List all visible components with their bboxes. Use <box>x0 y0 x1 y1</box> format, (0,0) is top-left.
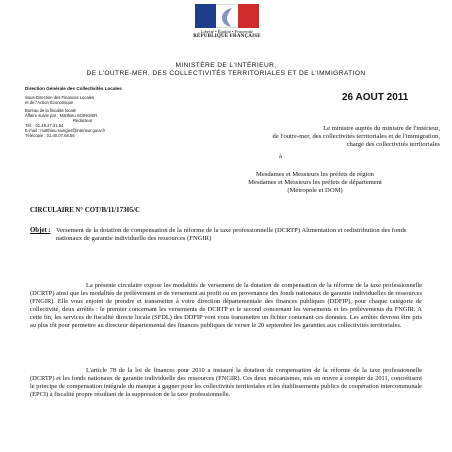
paragraph-1-text: La présente circulaire expose les modalités de versement de la dotation de compensation de la réforme de la taxe professionnelle (DCRTP) ainsi que les modalités de prélèvement et de versement au profit ou en provenance des fonds nationaux de garantie individuelles de ressources (FNGIR). Elle vous enjoint de prendre et transmettre à votre direction départementale des finances publiques (DDFIP), pour chaque catégorie de collectivité, deux arrêtés : le premier concernant les versements de DCRTP et le second concernant les versements et les prélèvements du FNGIR. A cette fin, les services de fiscalité directe locale (SFDL) des DDFIP vont vous transmettre un fichier contenant ces données. Les arrêtés devront être pris au plus tôt pour permettre au directeur départemental des finances publiques de verser le 20 septembre les garanties aux collectivités territoriales. <box>30 282 422 329</box>
bureau-line: Bureau de la fiscalité locale <box>25 108 76 113</box>
recipients-line-3: (Métropole et DOM) <box>287 187 343 194</box>
direction-title: Direction Générale des Collectivités Locales <box>25 86 122 91</box>
affaire-line: Affaire suivie par : Matthieu SOINGIER <box>25 113 98 118</box>
republic-name: RÉPUBLIQUE FRANÇAISE <box>193 34 261 39</box>
email-line: E-mail : matthieu.soingier@interieur.gouv.fr <box>25 128 106 133</box>
marianne-flag-icon <box>195 4 259 28</box>
ministry-line-1: MINISTÈRE DE L'INTÉRIEUR, <box>175 62 277 69</box>
paragraph-1 <box>30 282 422 330</box>
contact-block <box>25 108 105 138</box>
tel-line: Tél. : 01.49.27.31.54 <box>25 123 64 128</box>
ministry-line-2: DE L'OUTRE-MER, DES COLLECTIVITÉS TERRITORIALES ET DE L'IMMIGRATION <box>86 70 366 77</box>
flag-white-band <box>216 4 237 28</box>
date-stamp: 26 AOUT 2011 <box>342 92 409 103</box>
sender-line-2: de l'outre-mer, des collectivités territoriales et de l'immigration, <box>272 133 440 140</box>
sender-line-3: chargé des collectivités territoriales <box>346 141 440 148</box>
recipients-line-2: Mesdames et Messieurs les préfets de département <box>248 179 382 186</box>
recipients-line-1: Mesdames et Messieurs les préfets de région <box>256 171 374 178</box>
sender-line-1: Le ministre auprès du ministre de l'intérieur, <box>323 125 440 132</box>
fax-line: Télécopie : 01.40.07.68.56 <box>25 133 75 138</box>
role-line: Rédacteur <box>73 118 93 123</box>
subdirection-block <box>25 95 94 105</box>
subdirection-line-2: et de l'Action Économique <box>25 100 74 105</box>
paragraph-2-text: L'article 78 de la loi de finances pour 2010 a instauré la dotation de compensation de la réforme de la taxe professionnelle (DCRTP) et les fonds nationaux de garantie individuelle des ressources (FNGIR). Ces deux mécanismes, mis en œuvre à compter de 2011, concrétisent le principe de compensation intégrale du manque à gagner pour les collectivités territoriales et les établissements publics de coopération intercommunale (EPCI) à fiscalité propre résultant de la suppression de la taxe professionnelle. <box>30 367 422 398</box>
addressee-connector: à <box>279 153 282 160</box>
republic-logo <box>186 4 268 39</box>
flag-blue-band <box>195 4 216 28</box>
subject-text: Versement de la dotation de compensation de la réforme de la taxe professionnelle (DCRTP) Alimentation et redistribution des fonds nationaux de garantie individuelle des ressources (FNGIR) <box>56 227 407 242</box>
sender-block <box>140 125 440 149</box>
recipients-block <box>200 171 430 195</box>
republic-motto: Liberté • Égalité • Fraternité <box>200 29 254 34</box>
subdirection-line-1: Sous-Direction des Finances Locales <box>25 95 95 100</box>
circular-reference: CIRCULAIRE N° COT/B/11/17305/C <box>30 207 140 214</box>
subject-label: Objet : <box>30 227 51 234</box>
paragraph-2 <box>30 367 422 399</box>
ministry-header <box>0 62 452 78</box>
flag-red-band <box>238 4 259 28</box>
